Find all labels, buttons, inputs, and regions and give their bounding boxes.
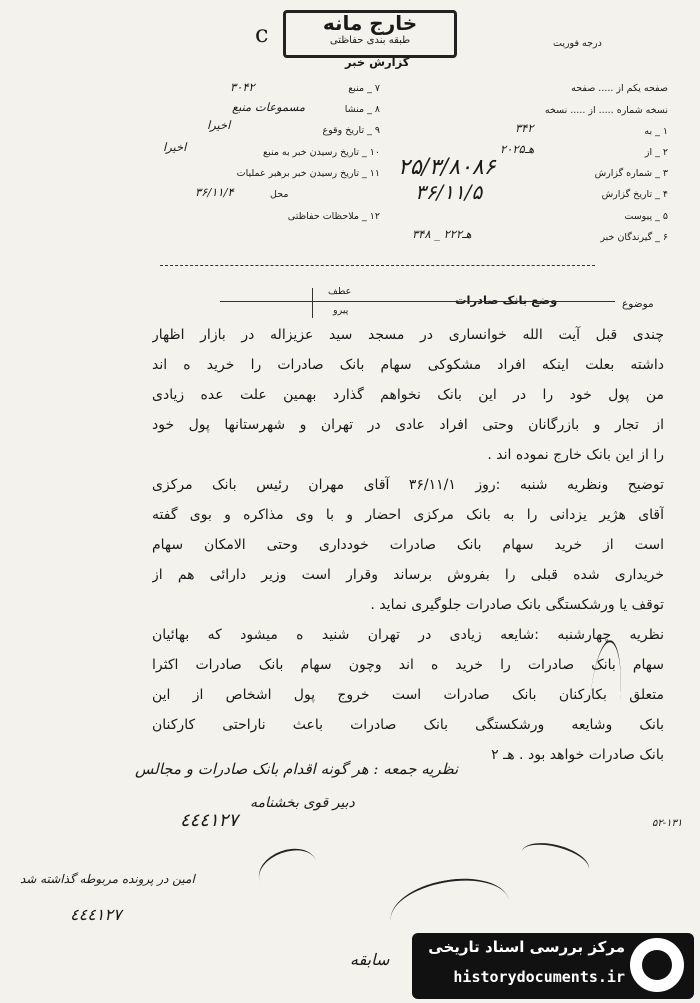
page-line: صفحه یکم از ..... صفحه bbox=[571, 83, 668, 94]
handwritten-number-2: ٤٤٤١٢٧ bbox=[70, 905, 122, 924]
field-report-date-value: ۳۶/۱۱/۵ bbox=[415, 180, 483, 204]
logo-emblem-inner bbox=[642, 950, 672, 980]
field-attachment-label: ۵ _ پیوست bbox=[624, 211, 668, 222]
logo-title: مرکز بررسی اسناد تاریخی bbox=[428, 938, 625, 956]
classification-stamp bbox=[283, 10, 457, 58]
body-line: من پول خود را در این بانک نخواهم گذارد بهمین علت عده زیادی bbox=[152, 387, 664, 403]
handwritten-number-1: ٤٤٤١٢٧ bbox=[180, 810, 239, 831]
degree-label: درجه فوریت bbox=[553, 38, 602, 49]
signature-text: سابقه bbox=[350, 950, 390, 969]
body-line: سهام بانک صادرات را خرید ه اند وچون سهام بانک صادرات اکثرا bbox=[152, 657, 664, 673]
body-line: را از این بانک خارج نموده اند . bbox=[487, 447, 664, 463]
body-line: توقف یا ورشکستگی بانک صادرات جلوگیری نماید . bbox=[370, 597, 664, 613]
field-source-received-label: ۱۰ _ تاریخ رسیدن خبر به منبع bbox=[263, 147, 380, 158]
report-label: گزارش خبر bbox=[345, 55, 410, 69]
signature-scribble bbox=[517, 836, 593, 885]
field-from-label: ۲ _ از bbox=[644, 147, 668, 158]
field-recipients-value: ۳۴۸ _ ۲۲هـ۲ bbox=[412, 227, 472, 241]
body-line: بانک صادرات خواهد بود . هـ ۲ bbox=[491, 747, 664, 763]
field-to-value: ۳۴۲ bbox=[515, 121, 534, 135]
stamp-subtitle: طبقه بندی حفاظتی bbox=[329, 35, 411, 46]
copy-line: نسخه شماره ..... از ..... نسخه bbox=[544, 105, 668, 116]
body-line: است از خرید سهام بانک صادرات خودداری وحتی الامکان سهام bbox=[152, 537, 664, 553]
handwritten-note-2: دبیر قوی بخشنامه bbox=[250, 795, 355, 811]
body-line: بانک وشایعه ورشکستگی بانک صادرات باعث ناراحتی کارکنان bbox=[152, 717, 664, 733]
body-line: چندی قبل آیت الله خوانساری در مسجد سید عزیزاله در بازار اظهار bbox=[152, 327, 664, 343]
report-body bbox=[152, 320, 664, 770]
field-source-label: ۷ _ منبع bbox=[348, 83, 380, 94]
body-line: نظریه چهارشنبه :شایعه زیادی در تهران شنید ه میشود که بهائیان bbox=[152, 627, 664, 643]
body-line: از تجار و بازرگانان وحتی افراد عادی در تهران و شهرستانها پول خود bbox=[152, 417, 664, 433]
body-line: متعلق بکارکنان بانک صادرات است خروج پول اشخاص از این bbox=[152, 687, 664, 703]
field-place-label: محل bbox=[270, 189, 289, 200]
body-line: خریداری شده قبلی را بفروش برساند وقرار است وزیر دارائی هم از bbox=[152, 567, 664, 583]
body-line: توضیح ونظریه شنبه :روز ۳۶/۱۱/۱ آقای مهران رئیس بانک مرکزی bbox=[152, 477, 664, 493]
logo-url: historydocuments.ir bbox=[453, 968, 625, 986]
stamp-title: خارج مانه bbox=[322, 11, 418, 35]
stamp-letter: c bbox=[255, 20, 269, 48]
signature-scribble bbox=[253, 841, 324, 901]
field-origin-value: مسموعات منبع bbox=[232, 100, 306, 114]
body-line: داشته بعلت اینکه افراد مشکوکی سهام بانک صادرات را خرید ه اند bbox=[152, 357, 664, 373]
margin-number: ۵۲-۱۳۱ bbox=[652, 818, 683, 829]
field-to-label: ۱ _ به bbox=[644, 126, 668, 137]
field-occurrence-date-label: ۹ _ تاریخ وقوع bbox=[322, 125, 380, 136]
follow-up-label: پیرو bbox=[333, 305, 349, 316]
subject-label: موضوع bbox=[622, 298, 654, 310]
subject-underline bbox=[220, 301, 615, 302]
reference-label: عطف bbox=[328, 286, 352, 297]
field-leader-received-label: ۱۱ _ تاریخ رسیدن خبر برهبر عملیات bbox=[236, 168, 380, 179]
body-line: آقای هژیر یزدانی را به بانک مرکزی احضار و با وی مذاکره و بوی گفته bbox=[152, 507, 664, 523]
field-place-value: ۳۶/۱۱/۴ bbox=[195, 185, 234, 199]
field-report-number-label: ۳ _ شماره گزارش bbox=[594, 168, 668, 179]
field-source-received-value: اخیرا bbox=[163, 140, 187, 154]
field-report-number-value: ۲۵/۳/۸۰۸۶ bbox=[398, 155, 496, 180]
subject-value: وضع بانک صادرات bbox=[455, 293, 558, 307]
field-recipients-label: ۶ _ گیرندگان خبر bbox=[600, 232, 668, 243]
field-origin-label: ۸ _ منشا bbox=[344, 104, 380, 115]
subject-separator bbox=[312, 288, 313, 318]
field-from-value: ۲۰هـ۲۵ bbox=[500, 142, 535, 156]
header-divider bbox=[160, 265, 595, 266]
field-occurrence-date-value: اخیرا bbox=[207, 118, 231, 132]
bottom-handwritten-note: امین در پرونده مربوطه گذاشته شد bbox=[20, 872, 195, 886]
handwritten-note-1: نظریه جمعه : هر گونه اقدام بانک صادرات و مجالس bbox=[135, 760, 459, 778]
field-source-value: ۳۰۴۲ bbox=[230, 80, 255, 94]
field-report-date-label: ۴ _ تاریخ گزارش bbox=[601, 189, 668, 200]
field-security-notes-label: ۱۲ _ ملاحظات حفاظتی bbox=[287, 211, 380, 222]
